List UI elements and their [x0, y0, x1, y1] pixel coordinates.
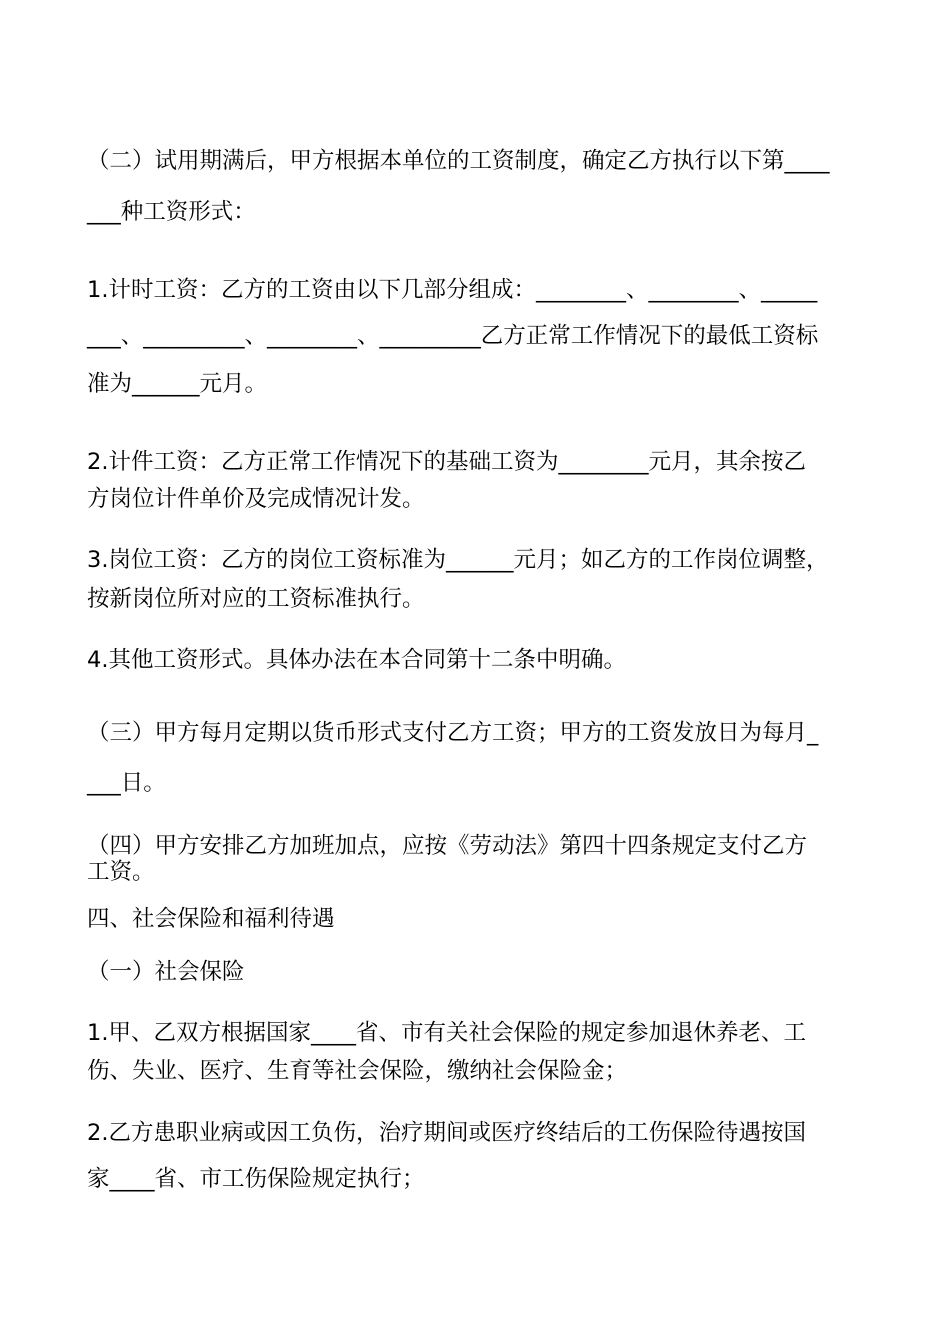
text-line: 2.计件工资：乙方正常工作情况下的基础工资为________元月，其余按乙 — [87, 449, 806, 475]
text-line: 2.乙方患职业病或因工负伤，治疗期间或医疗终结后的工伤保险待遇按国 — [87, 1120, 806, 1146]
text-line: 方岗位计件单价及完成情况计发。 — [87, 486, 425, 512]
text-line: 1.计时工资：乙方的工资由以下几部分组成：________、________、_____ — [87, 277, 818, 303]
text-line: 伤、失业、医疗、生育等社会保险，缴纳社会保险金； — [87, 1058, 628, 1084]
text-line: 准为______元月。 — [87, 371, 268, 397]
text-line: （三）甲方每月定期以货币形式支付乙方工资；甲方的工资发放日为每月_ — [87, 720, 819, 746]
text-line: （二）试用期满后，甲方根据本单位的工资制度，确定乙方执行以下第____ — [87, 148, 830, 174]
text-line: ___种工资形式： — [87, 199, 256, 225]
text-line: 1.甲、乙双方根据国家____省、市有关社会保险的规定参加退休养老、工 — [87, 1020, 806, 1046]
text-line: 按新岗位所对应的工资标准执行。 — [87, 586, 425, 612]
section-heading: 四、社会保险和福利待遇 — [87, 906, 335, 932]
text-line: 4.其他工资形式。具体办法在本合同第十二条中明确。 — [87, 647, 626, 673]
text-line: （四）甲方安排乙方加班加点，应按《劳动法》第四十四条规定支付乙方 — [87, 833, 808, 859]
subsection-heading: （一）社会保险 — [87, 959, 245, 985]
text-line: 工资。 — [87, 859, 155, 885]
text-line: ___日。 — [87, 770, 166, 796]
text-line: ___、_________、________、_________乙方正常工作情况下的最低工资标 — [87, 323, 819, 349]
text-line: 家____省、市工伤保险规定执行； — [87, 1166, 425, 1192]
text-line: 3.岗位工资：乙方的岗位工资标准为______元月；如乙方的工作岗位调整， — [87, 547, 829, 573]
